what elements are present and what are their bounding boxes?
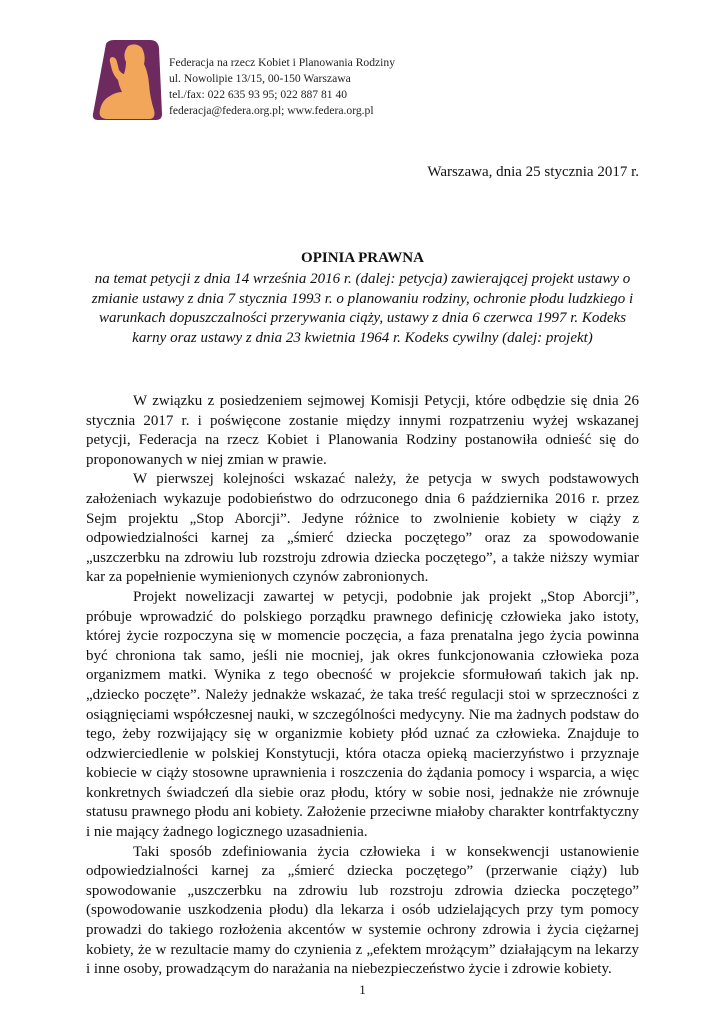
- paragraph: Taki sposób zdefiniowania życia człowieka i w konsekwencji ustanowienie odpowiedzialności karnej za „śmierć dziecka poczętego” (przerwanie ciąży) lub spowodowanie „uszczerbku na zdrowiu lub rozstroju zdrowia dziecka poczętego” (spowodowanie uszkodzenia płodu) dla lekarza i osób udzielających przy tym pomocy prowadzi do takiego rozłożenia akcentów w systemie ochrony zdrowia i życia ciężarnej kobiety, że w rezultacie mamy do czynienia z „efektem mrożącym” działającym na lekarzy i inne osoby, prowadzącym do narażania na niebezpieczeństwo życie i zdrowie kobiety.: [86, 843, 639, 978]
- organization-address: ul. Nowolipie 13/15, 00-150 Warszawa: [169, 72, 351, 85]
- organization-phone: tel./fax: 022 635 93 95; 022 887 81 40: [169, 88, 348, 101]
- document-body: [86, 392, 639, 980]
- date-line: Warszawa, dnia 25 stycznia 2017 r.: [427, 164, 639, 180]
- page-number: 1: [359, 982, 366, 997]
- paragraph: W związku z posiedzeniem sejmowej Komisji Petycji, które odbędzie się dnia 26 stycznia 2017 r. i poświęcone zostanie między innymi rozpatrzeniu wyżej wskazanej petycji, Federacja na rzecz Kobiet i Planowania Rodziny postanowiła odnieść się do proponowanych w niej zmian w prawie.: [86, 393, 639, 468]
- paragraph: Projekt nowelizacji zawartej w petycji, podobnie jak projekt „Stop Aborcji”, próbuje wprowadzić do polskiego porządku prawnego definicję człowieka jako istoty, której życie rozpoczyna się w momencie poczęcia, a faza prenatalna jego życia powinna być chroniona tak samo, jeśli nie mocniej, jak okres funkcjonowania człowieka poza organizmem matki. Wynika z tego obecność w projekcie sformułowań takich jak np. „dziecko poczęte”. Należy jednakże wskazać, że taka treść regulacji stoi w sprzeczności z osiągnięciami współczesnej nauki, w szczególności medycyny. Nie ma żadnych podstaw do tego, żeby rozwijający się w organizmie kobiety płód uznać za człowieka. Znajduje to odzwierciedlenie w polskiej Konstytucji, która otacza opieką macierzyństwo i przyznaje kobiecie w ciąży stosowne uprawnienia i roszczenia do żądania pomocy i wsparcia, a więc konkretnych świadczeń dla siebie oraz płodu, który w sobie nosi, jednakże nie zrównuje statusu prawnego płodu ani kobiety. Założenie przeciwne miałoby charakter kontrfaktyczny i nie mający żadnego logicznego uzasadnienia.: [86, 588, 639, 841]
- federation-logo-icon: [92, 40, 162, 120]
- document-title: OPINIA PRAWNA: [301, 250, 424, 266]
- document-subtitle: na temat petycji z dnia 14 września 2016 r. (dalej: petycja) zawierającej projekt ustawy o zmianie ustawy z dnia 7 stycznia 1993 r. o planowaniu rodziny, ochronie płodu ludzkiego i warunkach dopuszczalności przerywania ciąży, ustawy z dnia 6 czerwca 1997 r. Kodeks karny oraz ustawy z dnia 23 kwietnia 1964 r. Kodeks cywilny (dalej: projekt): [91, 271, 634, 346]
- paragraph: W pierwszej kolejności wskazać należy, że petycja w swych podstawowych założeniach wykazuje podobieństwo do odrzuconego dnia 6 października 2016 r. przez Sejm projektu „Stop Aborcji”. Jedyne różnice to zwolnienie kobiety w ciąży z odpowiedzialności karnej za „śmierć dziecka poczętego” oraz za spowodowanie „uszczerbku na zdrowiu lub rozstroju zdrowia dziecka poczętego”, a także niższy wymiar kar za popełnienie wymienionych czynów zabronionych.: [86, 471, 639, 586]
- organization-contact: federacja@federa.org.pl; www.federa.org.pl: [169, 104, 374, 117]
- organization-info: [169, 55, 395, 119]
- organization-name: Federacja na rzecz Kobiet i Planowania Rodziny: [169, 56, 395, 69]
